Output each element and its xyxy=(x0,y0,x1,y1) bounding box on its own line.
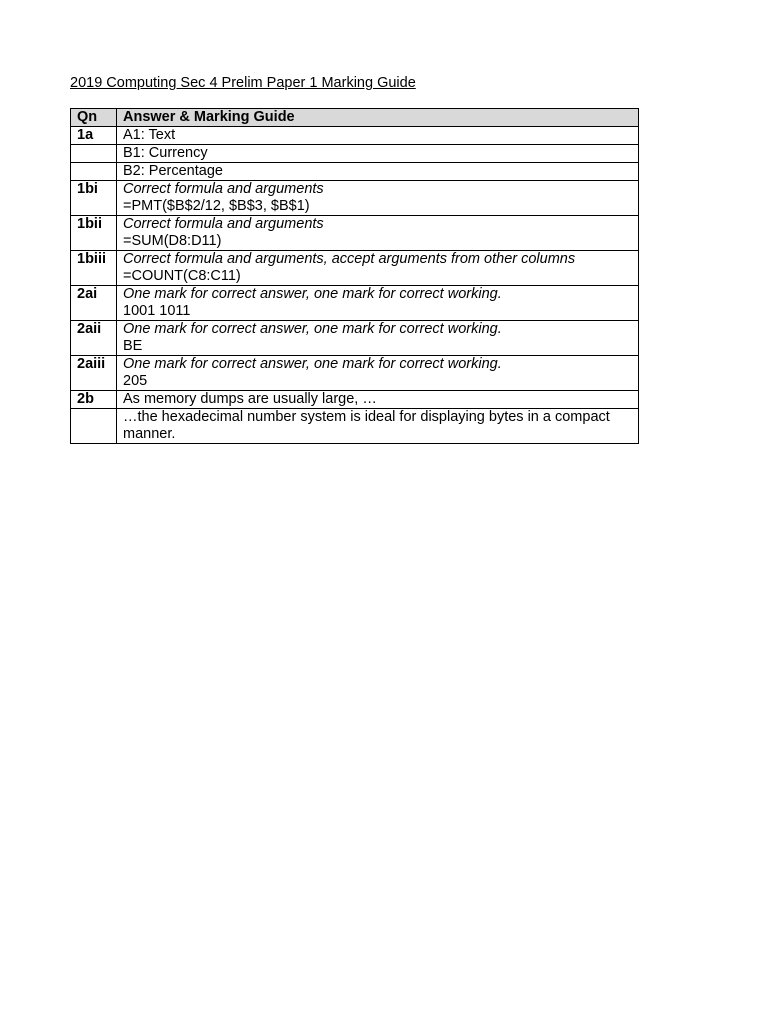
question-number: 2ai xyxy=(71,286,117,321)
marking-note: One mark for correct answer, one mark for correct working. xyxy=(123,286,502,302)
answer-text: As memory dumps are usually large, … xyxy=(123,391,377,407)
question-number xyxy=(71,163,117,181)
table-row xyxy=(71,163,639,181)
question-number: 2aiii xyxy=(71,356,117,391)
page-title: 2019 Computing Sec 4 Prelim Paper 1 Marking Guide xyxy=(70,75,416,91)
answer-cell xyxy=(117,321,639,356)
answer-text: B2: Percentage xyxy=(123,163,223,179)
table-row xyxy=(71,145,639,163)
answer-cell xyxy=(117,286,639,321)
table-row xyxy=(71,251,639,286)
header-answer: Answer & Marking Guide xyxy=(117,109,639,127)
marking-note: One mark for correct answer, one mark for correct working. xyxy=(123,321,502,337)
question-number xyxy=(71,145,117,163)
table-row xyxy=(71,127,639,145)
answer-text: =PMT($B$2/12, $B$3, $B$1) xyxy=(123,198,310,214)
table-row xyxy=(71,286,639,321)
table-row xyxy=(71,181,639,216)
question-number xyxy=(71,409,117,444)
question-number: 2b xyxy=(71,391,117,409)
table-row xyxy=(71,321,639,356)
answer-cell xyxy=(117,181,639,216)
table-body xyxy=(71,127,639,444)
marking-note: Correct formula and arguments xyxy=(123,181,324,197)
answer-cell xyxy=(117,127,639,145)
table-row xyxy=(71,216,639,251)
marking-guide-table xyxy=(70,108,639,444)
marking-note: Correct formula and arguments, accept arguments from other columns xyxy=(123,251,576,267)
answer-cell xyxy=(117,163,639,181)
question-number: 1a xyxy=(71,127,117,145)
table-row xyxy=(71,409,639,444)
answer-text: A1: Text xyxy=(123,127,176,143)
answer-text: B1: Currency xyxy=(123,145,208,161)
question-number: 1bi xyxy=(71,181,117,216)
table-row xyxy=(71,391,639,409)
answer-text: 1001 1011 xyxy=(123,303,191,319)
answer-text: BE xyxy=(123,338,143,354)
answer-text: =SUM(D8:D11) xyxy=(123,233,222,249)
answer-text: …the hexadecimal number system is ideal for displaying bytes in a compact manner. xyxy=(123,409,610,442)
answer-text: =COUNT(C8:C11) xyxy=(123,268,241,284)
answer-text: 205 xyxy=(123,373,148,389)
marking-note: Correct formula and arguments xyxy=(123,216,324,232)
answer-cell xyxy=(117,409,639,444)
answer-cell xyxy=(117,356,639,391)
answer-cell xyxy=(117,145,639,163)
answer-cell xyxy=(117,251,639,286)
header-qn: Qn xyxy=(71,109,117,127)
question-number: 1biii xyxy=(71,251,117,286)
question-number: 1bii xyxy=(71,216,117,251)
question-number: 2aii xyxy=(71,321,117,356)
table-header-row xyxy=(71,109,639,127)
answer-cell xyxy=(117,216,639,251)
table-row xyxy=(71,356,639,391)
marking-note: One mark for correct answer, one mark for correct working. xyxy=(123,356,502,372)
answer-cell xyxy=(117,391,639,409)
